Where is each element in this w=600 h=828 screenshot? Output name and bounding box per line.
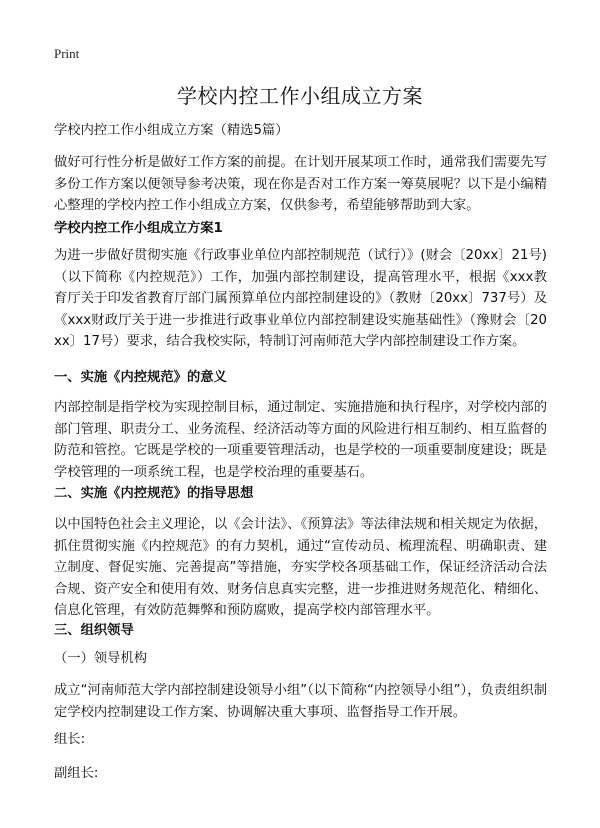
section-1-heading: 学校内控工作小组成立方案1 <box>54 221 223 236</box>
guiding-ideology-paragraph: 以中国特色社会主义理论，以《会计法》、《预算法》等法律法规和相关规定为依据，抓住贯彻实施《内控规范》的有力契机，通过“宣传动员、梳理流程、明确职责、建立制度、督促实施、完善提高”等措施，夯实学校各项基础工作，保证经济活动合法合规、资产安全和使用有效、财务信息真实完整，进一步推进财务规范化、精细化、信息化管理，有效防范舞弊和预防腐败，提高学校内部管理水平。 <box>54 517 547 618</box>
section-1-paragraph: 为进一步做好贯彻实施《行政事业单位内部控制规范（试行）》(财会〔20xx〕21号)（以下简称《内控规范》）工作，加强内部控制建设，提高管理水平，根据《xxx教育厅关于印发省教育厅部门属预算单位内部控制建设的》（教财〔20xx〕737号）及《xxx财政厅关于进一步推进行政事业单位内部控制建设实施基础性》（豫财会〔20xx〕17号）要求，结合我校实际，特制订河南师范大学内部控制建设工作方案。 <box>54 248 547 349</box>
significance-paragraph: 内部控制是指学校为实现控制目标，通过制定、实施措施和执行程序，对学校内部的部门管理、职责分工、业务流程、经济活动等方面的风险进行相互制约、相互监督的防范和管控。它既是学校的一项重要管理活动，也是学校的一项重要制度建设；既是学校管理的一项系统工程，也是学校治理的重要基石。 <box>54 400 547 480</box>
intro-paragraph: 做好可行性分析是做好工作方案的前提。在计划开展某项工作时，通常我们需要先写多份工作方案以便领导参考决策，现在你是否对工作方案一筹莫展呢？以下是小编精心整理的学校内控工作小组成立方案，仅供参考，希望能够帮助到大家。 <box>54 155 547 213</box>
print-link[interactable]: Print <box>54 46 80 61</box>
heading-organization: 三、组织领导 <box>54 623 134 638</box>
heading-significance: 一、实施《内控规范》的意义 <box>54 370 227 385</box>
document-title: 学校内控工作小组成立方案 <box>177 84 423 108</box>
heading-guiding-ideology: 二、实施《内控规范》的指导思想 <box>54 486 254 501</box>
vice-leader-line: 副组长: <box>54 766 99 781</box>
leadership-body-paragraph: 成立“河南师范大学内部控制建设领导小组”（以下简称“内控领导小组”），负责组织制定学校内控制建设工作方案、协调解决重大事项、监督指导工作开展。 <box>54 683 547 720</box>
document-subtitle: 学校内控工作小组成立方案（精选5篇） <box>54 123 289 138</box>
leader-line: 组长: <box>54 732 86 747</box>
subheading-leadership-body: （一）领导机构 <box>54 651 148 666</box>
